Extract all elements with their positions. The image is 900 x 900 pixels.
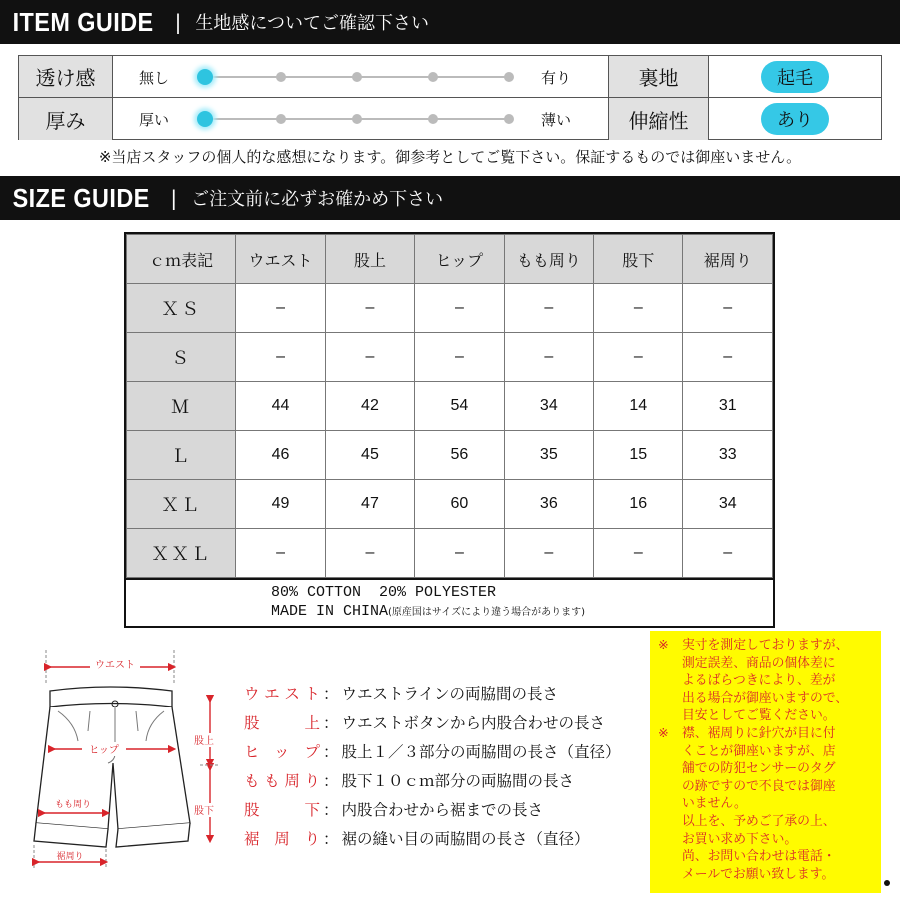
origin-note: (原産国はサイズにより違う場合があります) (388, 607, 586, 618)
table-cell: 34 (683, 480, 773, 529)
material-composition: 80% COTTON 20% POLYESTER (271, 584, 497, 601)
table-cell: 60 (415, 480, 504, 529)
origin-country: MADE IN CHINA (271, 603, 389, 620)
caution-text: 実寸を測定しておりますが、 測定誤差、商品の個体差に よるばらつきにより、差が 出る場合が御座いますので、 目安としてご覧ください。 (682, 638, 849, 724)
table-cell: – (594, 333, 683, 382)
scale-dot (276, 72, 286, 82)
fabric-label: 透け感 (19, 56, 113, 97)
table-cell: – (594, 284, 683, 333)
table-cell: – (504, 284, 593, 333)
table-cell: – (504, 529, 593, 578)
table-cell: – (504, 333, 593, 382)
fabric-value-cell (709, 98, 881, 140)
table-cell: 46 (236, 431, 325, 480)
fabric-key: 裏地 (609, 56, 709, 97)
table-cell: – (325, 529, 414, 578)
fabric-scale (113, 98, 609, 140)
colon: ： (323, 800, 339, 819)
table-row (127, 480, 773, 529)
size-table-header-row (127, 235, 773, 284)
item-guide-title: ITEM GUIDE (12, 6, 154, 37)
note-mark: ※ (658, 638, 669, 653)
table-cell: 54 (415, 382, 504, 431)
size-label: ＸＳ (127, 284, 236, 333)
diagram-label-hem: 裾周り (56, 852, 84, 862)
table-cell: 14 (594, 382, 683, 431)
definition-row (244, 765, 621, 794)
definition-desc: ウエストラインの両脇間の長さ (341, 684, 559, 703)
fabric-key: 伸縮性 (609, 98, 709, 140)
scale-dot-selected (197, 111, 213, 127)
table-cell: – (683, 529, 773, 578)
colon: ： (323, 684, 339, 703)
fabric-value-badge: あり (761, 103, 829, 135)
size-guide-title: SIZE GUIDE (12, 182, 150, 213)
definition-row (244, 794, 621, 823)
table-cell: – (236, 284, 325, 333)
definition-term: 股下 (244, 800, 320, 819)
shorts-diagram (20, 645, 230, 890)
table-row (127, 284, 773, 333)
table-cell: 34 (504, 382, 593, 431)
size-guide-header (0, 176, 900, 220)
scale-high-label: 薄い (541, 111, 572, 129)
table-cell: 47 (325, 480, 414, 529)
table-cell: 16 (594, 480, 683, 529)
fabric-feel-table (18, 55, 882, 140)
diagram-label-inseam: 股下 (194, 806, 214, 817)
dot-decoration (884, 880, 890, 886)
definition-row (244, 707, 621, 736)
table-cell: 45 (325, 431, 414, 480)
fabric-label: 厚み (19, 98, 113, 140)
scale-dot (276, 114, 286, 124)
colon: ： (323, 829, 339, 848)
table-cell: – (415, 284, 504, 333)
header-cell: 股上 (325, 235, 414, 284)
table-cell: 36 (504, 480, 593, 529)
header-cell: もも周り (504, 235, 593, 284)
scale-dot (428, 114, 438, 124)
table-row (127, 333, 773, 382)
header-cell: 股下 (594, 235, 683, 284)
diagram-label-rise: 股上 (194, 736, 214, 747)
diagram-label-waist: ウエスト (95, 660, 135, 671)
definition-desc: 内股合わせから裾までの長さ (341, 800, 544, 819)
definition-desc: 裾の縫い目の両脇間の長さ（直径） (341, 829, 590, 848)
definition-row (244, 823, 621, 852)
scale-low-label: 厚い (139, 111, 170, 129)
diagram-label-thigh: もも周り (54, 800, 92, 810)
table-cell: – (683, 333, 773, 382)
table-row (127, 529, 773, 578)
item-guide-subtitle: 生地感についてご確認下さい (195, 13, 430, 34)
scale-dot (428, 72, 438, 82)
size-guide-subtitle: ご注文前に必ずお確かめ下さい (191, 189, 444, 210)
table-cell: 35 (504, 431, 593, 480)
note-mark: ※ (658, 725, 669, 741)
measurement-definitions (244, 678, 621, 852)
scale-dot (504, 114, 514, 124)
colon: ： (323, 771, 339, 790)
fabric-scale (113, 56, 609, 97)
fabric-row-transparency (19, 56, 881, 98)
fabric-value-badge: 起毛 (761, 61, 829, 93)
table-cell: 33 (683, 431, 773, 480)
size-label: ＸＸＬ (127, 529, 236, 578)
material-info (126, 578, 773, 626)
definition-row (244, 736, 621, 765)
definition-row (244, 678, 621, 707)
fabric-row-thickness (19, 98, 881, 140)
table-cell: 44 (236, 382, 325, 431)
header-cell: 裾周り (683, 235, 773, 284)
size-table (124, 232, 775, 628)
header-separator: | (170, 186, 178, 210)
caution-block (658, 637, 875, 725)
definition-desc: ウエストボタンから内股合わせの長さ (341, 713, 606, 732)
table-cell: 56 (415, 431, 504, 480)
size-label: ＸＬ (127, 480, 236, 529)
header-cell: ヒップ (415, 235, 504, 284)
shorts-illustration (20, 645, 230, 890)
table-cell: – (415, 529, 504, 578)
table-cell: – (325, 284, 414, 333)
definition-term: ヒップ (244, 742, 320, 761)
definition-term: 裾周り (244, 829, 320, 848)
table-cell: – (236, 333, 325, 382)
table-row (127, 431, 773, 480)
origin-line (271, 602, 773, 622)
table-cell: 49 (236, 480, 325, 529)
scale-dot (352, 114, 362, 124)
scale-low-label: 無し (139, 69, 170, 87)
caution-text: 襟、裾周りに針穴が目に付 くことが御座いますが、店 舗での防犯センサーのタグ の跡ですので不良では御座 いません。 以上を、予めご了承の上、 お買い求め下さい。 尚、お問い合わせは電話・ メールでお願い致します。 (682, 725, 836, 882)
table-cell: – (594, 529, 683, 578)
scale-dot-selected (197, 69, 213, 85)
definition-term: ウエスト (244, 684, 320, 703)
table-cell: 42 (325, 382, 414, 431)
item-guide-header (0, 0, 900, 44)
definition-term: 股上 (244, 713, 320, 732)
scale-high-label: 有り (541, 69, 572, 87)
table-cell: – (325, 333, 414, 382)
header-separator: | (174, 10, 182, 34)
definition-desc: 股上１／３部分の両脇間の長さ（直径） (341, 742, 621, 761)
table-cell: – (683, 284, 773, 333)
table-cell: 31 (683, 382, 773, 431)
disclaimer-text: ※当店スタッフの個人的な感想になります。御参考としてご覧下さい。保証するものでは御座いません。 (98, 148, 802, 166)
diagram-label-hip: ヒップ (89, 745, 119, 756)
header-cell: ｃｍ表記 (127, 235, 236, 284)
definition-desc: 股下１０ｃｍ部分の両脇間の長さ (341, 771, 575, 790)
definition-term: もも周り (244, 771, 320, 790)
scale-dot (352, 72, 362, 82)
size-label: Ｓ (127, 333, 236, 382)
scale-dot (504, 72, 514, 82)
caution-note (650, 631, 881, 893)
table-cell: – (415, 333, 504, 382)
size-label: Ｌ (127, 431, 236, 480)
colon: ： (323, 742, 339, 761)
header-cell: ウエスト (236, 235, 325, 284)
caution-block (658, 725, 875, 883)
table-row (127, 382, 773, 431)
table-cell: 15 (594, 431, 683, 480)
table-cell: – (236, 529, 325, 578)
fabric-value-cell (709, 56, 881, 97)
size-label: Ｍ (127, 382, 236, 431)
colon: ： (323, 713, 339, 732)
